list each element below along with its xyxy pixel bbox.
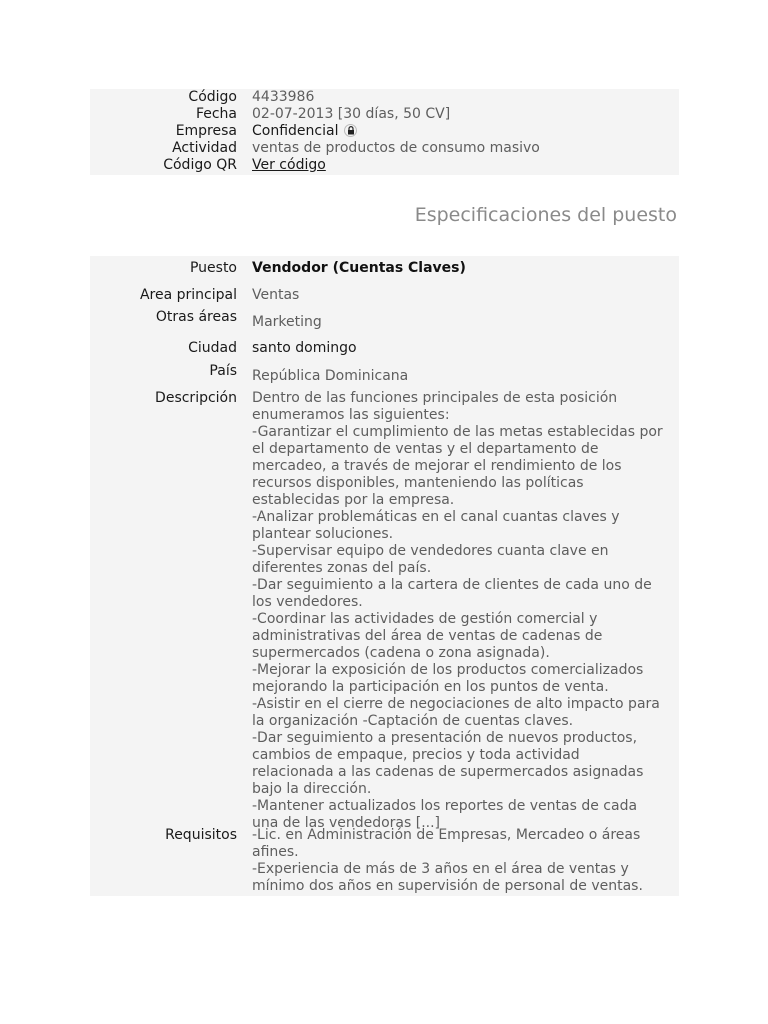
area-principal-value: Ventas [252, 287, 300, 303]
puesto-value: Vendodor (Cuentas Claves) [252, 260, 466, 276]
puesto-label: Puesto [189, 260, 237, 276]
job-specs-block [90, 256, 679, 896]
descripcion-label: Descripción [155, 390, 237, 406]
descripcion-value: Dentro de las funciones principales de esta posición enumeramos las siguientes: -Garantizar el cumplimiento de las metas establecidas por el departamento de ventas y el departamento de mercadeo, a través de mejorar el rendimiento de los recursos disponibles, manteniendo las políticas establecidas por la empresa. -Analizar problemáticas en el canal cuantas claves y plantear soluciones. -Supervisar equipo de vendedores cuanta clave en diferentes zonas del país. -Dar seguimiento a la cartera de clientes de cada uno de los vendedores. -Coordinar las actividades de gestión comercial y administrativas del área de ventas de cadenas de supermercados (cadena o zona asignada). -Mejorar la exposición de los productos comercializados mejorando la participación en los puntos de venta. -Asistir en el cierre de negociaciones de alto impacto para la organización -Captación de cuentas claves. -Dar seguimiento a presentación de nuevos productos, cambios de empaque, precios y toda actividad relacionada a las cadenas de supermercados asignadas bajo la dirección. -Mantener actualizados los reportes de ventas de cada una de las vendedoras [...] [252, 390, 663, 831]
job-summary-block [90, 89, 679, 175]
pais-label: País [209, 363, 237, 379]
lock-icon [344, 124, 357, 137]
pais-value: República Dominicana [252, 368, 409, 384]
empresa-value: Confidencial [252, 123, 339, 139]
qr-label: Código QR [163, 157, 237, 173]
fecha-label: Fecha [195, 106, 237, 122]
empresa-label: Empresa [175, 123, 237, 139]
section-title: Especificaciones del puesto [414, 204, 677, 226]
ciudad-label: Ciudad [188, 340, 237, 356]
otras-areas-label: Otras áreas [155, 309, 237, 325]
requisitos-label: Requisitos [165, 827, 237, 843]
actividad-value: ventas de productos de consumo masivo [252, 140, 540, 156]
actividad-label: Actividad [172, 140, 237, 156]
ciudad-value: santo domingo [252, 340, 357, 356]
ver-codigo-link[interactable]: Ver código [252, 157, 326, 173]
fecha-value: 02-07-2013 [30 días, 50 CV] [252, 106, 451, 122]
requisitos-value: -Lic. en Administración de Empresas, Mercadeo o áreas afines. -Experiencia de más de 3 años en el área de ventas y mínimo dos años en supervisión de personal de ventas. [252, 827, 643, 894]
codigo-value: 4433986 [252, 89, 315, 105]
codigo-label: Código [188, 89, 237, 105]
area-principal-label: Area principal [139, 287, 237, 303]
otras-areas-value: Marketing [252, 314, 322, 330]
empresa-value-wrap [252, 123, 679, 140]
